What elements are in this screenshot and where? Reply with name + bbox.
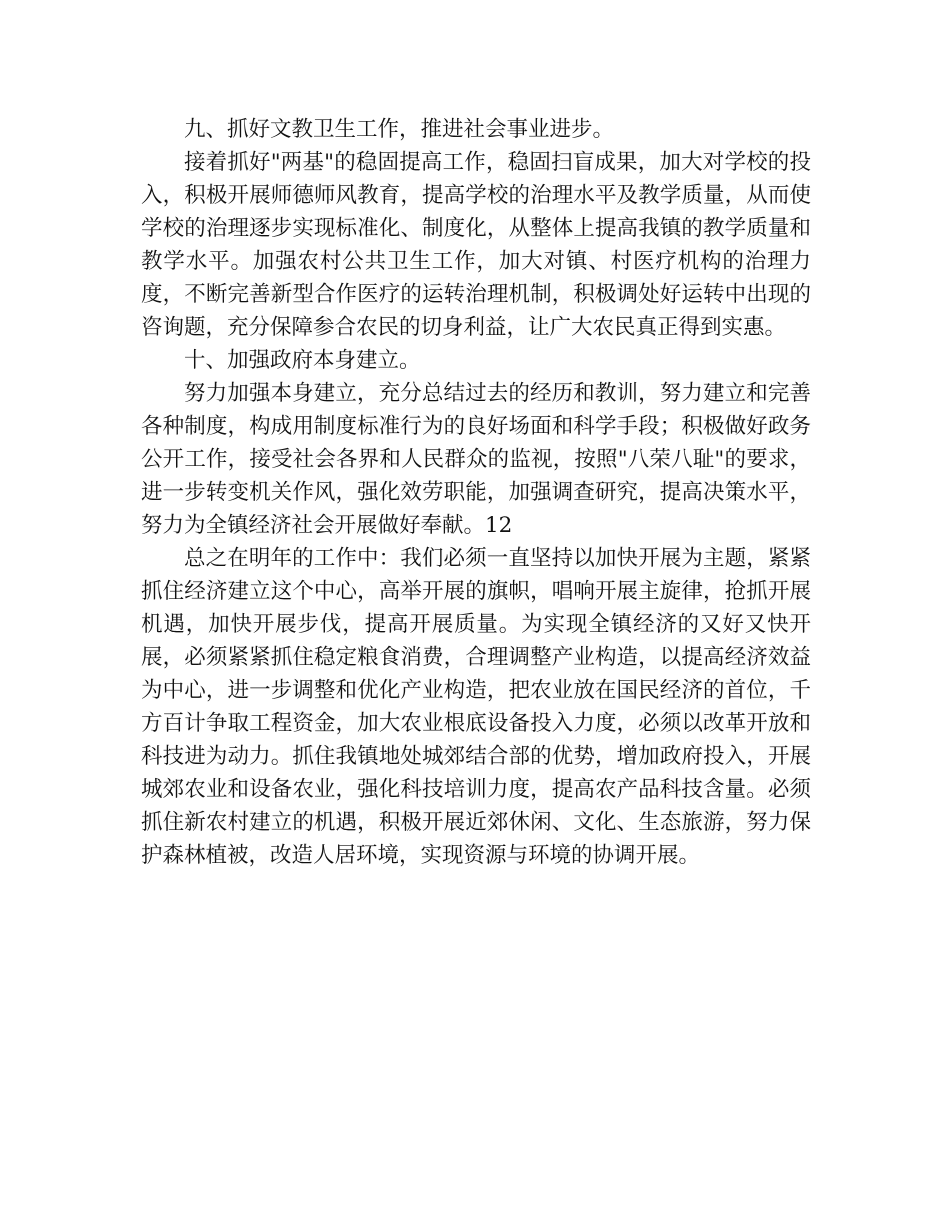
paragraph-government-building: 努力加强本身建立，充分总结过去的经历和教训，努力建立和完善各种制度，构成用制度标准行为的良好场面和科学手段；积极做好政务公开工作，接受社会各界和人民群众的监视，按照"八荣八耻"的要求，进一步转变机关作风，强化效劳职能，加强调查研究，提高决策水平，努力为全镇经济社会开展做好奉献。12 (141, 381, 811, 538)
paragraph-summary: 总之在明年的工作中：我们必须一直坚持以加快开展为主题，紧紧抓住经济建立这个中心，高举开展的旗帜，唱响开展主旋律，抢抓开展机遇，加快开展步伐，提高开展质量。为实现全镇经济的又好又快开展，必须紧紧抓住稳定粮食消费，合理调整产业构造，以提高经济效益为中心，进一步调整和优化产业构造，把农业放在国民经济的首位，千方百计争取工程资金，加大农业根底设备投入力度，必须以改革开放和科技进为动力。抓住我镇地处城郊结合部的优势，增加政府投入，开展城郊农业和设备农业，强化科技培训力度，提高农产品科技含量。必须抓住新农村建立的机遇，积极开展近郊休闲、文化、生态旅游，努力保护森林植被，改造人居环境，实现资源与环境的协调开展。 (141, 546, 811, 868)
section-heading-9: 九、抓好文教卫生工作，推进社会事业进步。 (184, 117, 615, 142)
paragraph-education-health: 接着抓好"两基"的稳固提高工作，稳固扫盲成果，加大对学校的投入，积极开展师德师风教育，提高学校的治理水平及教学质量，从而使学校的治理逐步实现标准化、制度化，从整体上提高我镇的教学质量和教学水平。加强农村公共卫生工作，加大对镇、村医疗机构的治理力度，不断完善新型合作医疗的运转治理机制，积极调处好运转中出现的咨询题，充分保障参合农民的切身利益，让广大农民真正得到实惠。 (141, 150, 811, 340)
document-body (141, 113, 811, 872)
section-heading-10: 十、加强政府本身建立。 (184, 348, 421, 373)
